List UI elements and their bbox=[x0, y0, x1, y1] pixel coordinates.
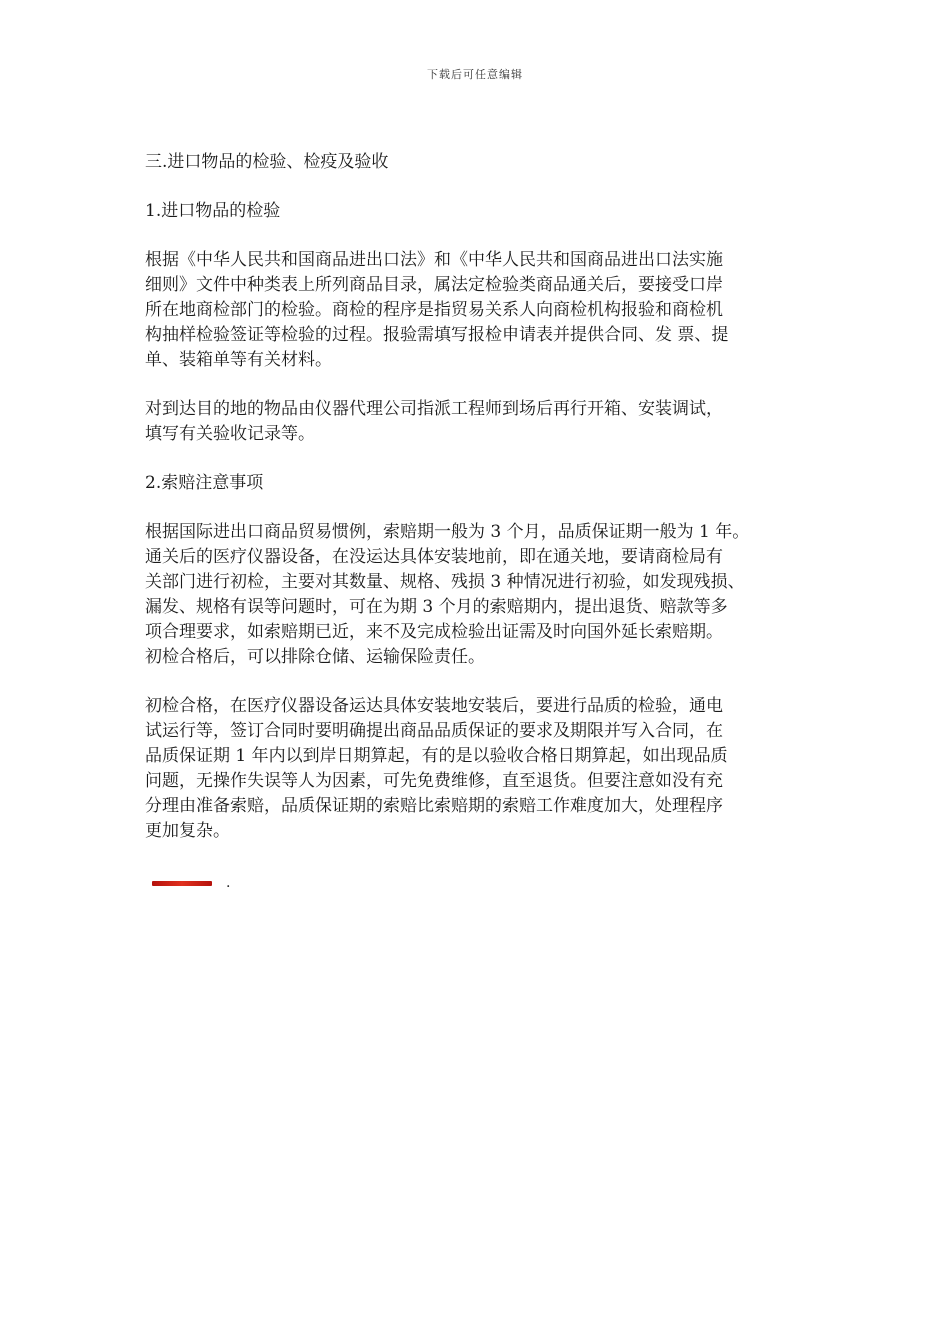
paragraph-line: 根据国际进出口商品贸易惯例，索赔期一般为 3 个月，品质保证期一般为 1 年。 bbox=[145, 522, 750, 542]
paragraph-line: 根据《中华人民共和国商品进出口法》和《中华人民共和国商品进出口法实施 bbox=[145, 250, 723, 270]
footer-dot: . bbox=[226, 875, 231, 891]
paragraph-line: 通关后的医疗仪器设备，在没运达具体安装地前，即在通关地，要请商检局有 bbox=[145, 547, 723, 567]
paragraph-claim-period bbox=[145, 520, 810, 670]
paragraph-line: 漏发、规格有误等问题时，可在为期 3 个月的索赔期内，提出退货、赔款等多 bbox=[145, 597, 728, 617]
document-body bbox=[145, 150, 810, 868]
paragraph-line: 问题，无操作失误等人为因素，可先免费维修，直至退货。但要注意如没有充 bbox=[145, 771, 723, 791]
paragraph-line: 品质保证期 1 年内以到岸日期算起，有的是以验收合格日期算起，如出现品质 bbox=[145, 746, 728, 766]
paragraph-line: 更加复杂。 bbox=[145, 821, 230, 841]
header-note: 下载后可任意编辑 bbox=[427, 68, 523, 81]
red-divider-bar bbox=[152, 881, 212, 886]
paragraph-line: 细则》文件中种类表上所列商品目录，属法定检验类商品通关后，要接受口岸 bbox=[145, 275, 723, 295]
paragraph-inspection-law bbox=[145, 248, 810, 373]
paragraph-arrival-install bbox=[145, 397, 810, 447]
paragraph-line: 填写有关验收记录等。 bbox=[145, 424, 315, 444]
section-title: 三.进口物品的检验、检疫及验收 bbox=[145, 152, 389, 172]
paragraph-line: 所在地商检部门的检验。商检的程序是指贸易关系人向商检机构报验和商检机 bbox=[145, 300, 723, 320]
subsection-title-claims: 2.索赔注意事项 bbox=[145, 473, 264, 493]
paragraph-quality-warranty bbox=[145, 694, 810, 844]
paragraph-line: 分理由准备索赔，品质保证期的索赔比索赔期的索赔工作难度加大，处理程序 bbox=[145, 796, 723, 816]
paragraph-line: 单、装箱单等有关材料。 bbox=[145, 350, 332, 370]
paragraph-line: 初检合格后，可以排除仓储、运输保险责任。 bbox=[145, 647, 485, 667]
footer-mark bbox=[152, 875, 231, 891]
paragraph-line: 对到达目的地的物品由仪器代理公司指派工程师到场后再行开箱、安装调试， bbox=[145, 399, 723, 419]
paragraph-line: 初检合格，在医疗仪器设备运达具体安装地安装后，要进行品质的检验，通电 bbox=[145, 696, 723, 716]
paragraph-line: 项合理要求，如索赔期已近，来不及完成检验出证需及时向国外延长索赔期。 bbox=[145, 622, 723, 642]
paragraph-line: 试运行等，签订合同时要明确提出商品品质保证的要求及期限并写入合同，在 bbox=[145, 721, 723, 741]
paragraph-line: 构抽样检验签证等检验的过程。报验需填写报检申请表并提供合同、发 票、提 bbox=[145, 325, 729, 345]
paragraph-line: 关部门进行初检，主要对其数量、规格、残损 3 种情况进行初验，如发现残损、 bbox=[145, 572, 745, 592]
subsection-title-inspection: 1.进口物品的检验 bbox=[145, 201, 281, 221]
